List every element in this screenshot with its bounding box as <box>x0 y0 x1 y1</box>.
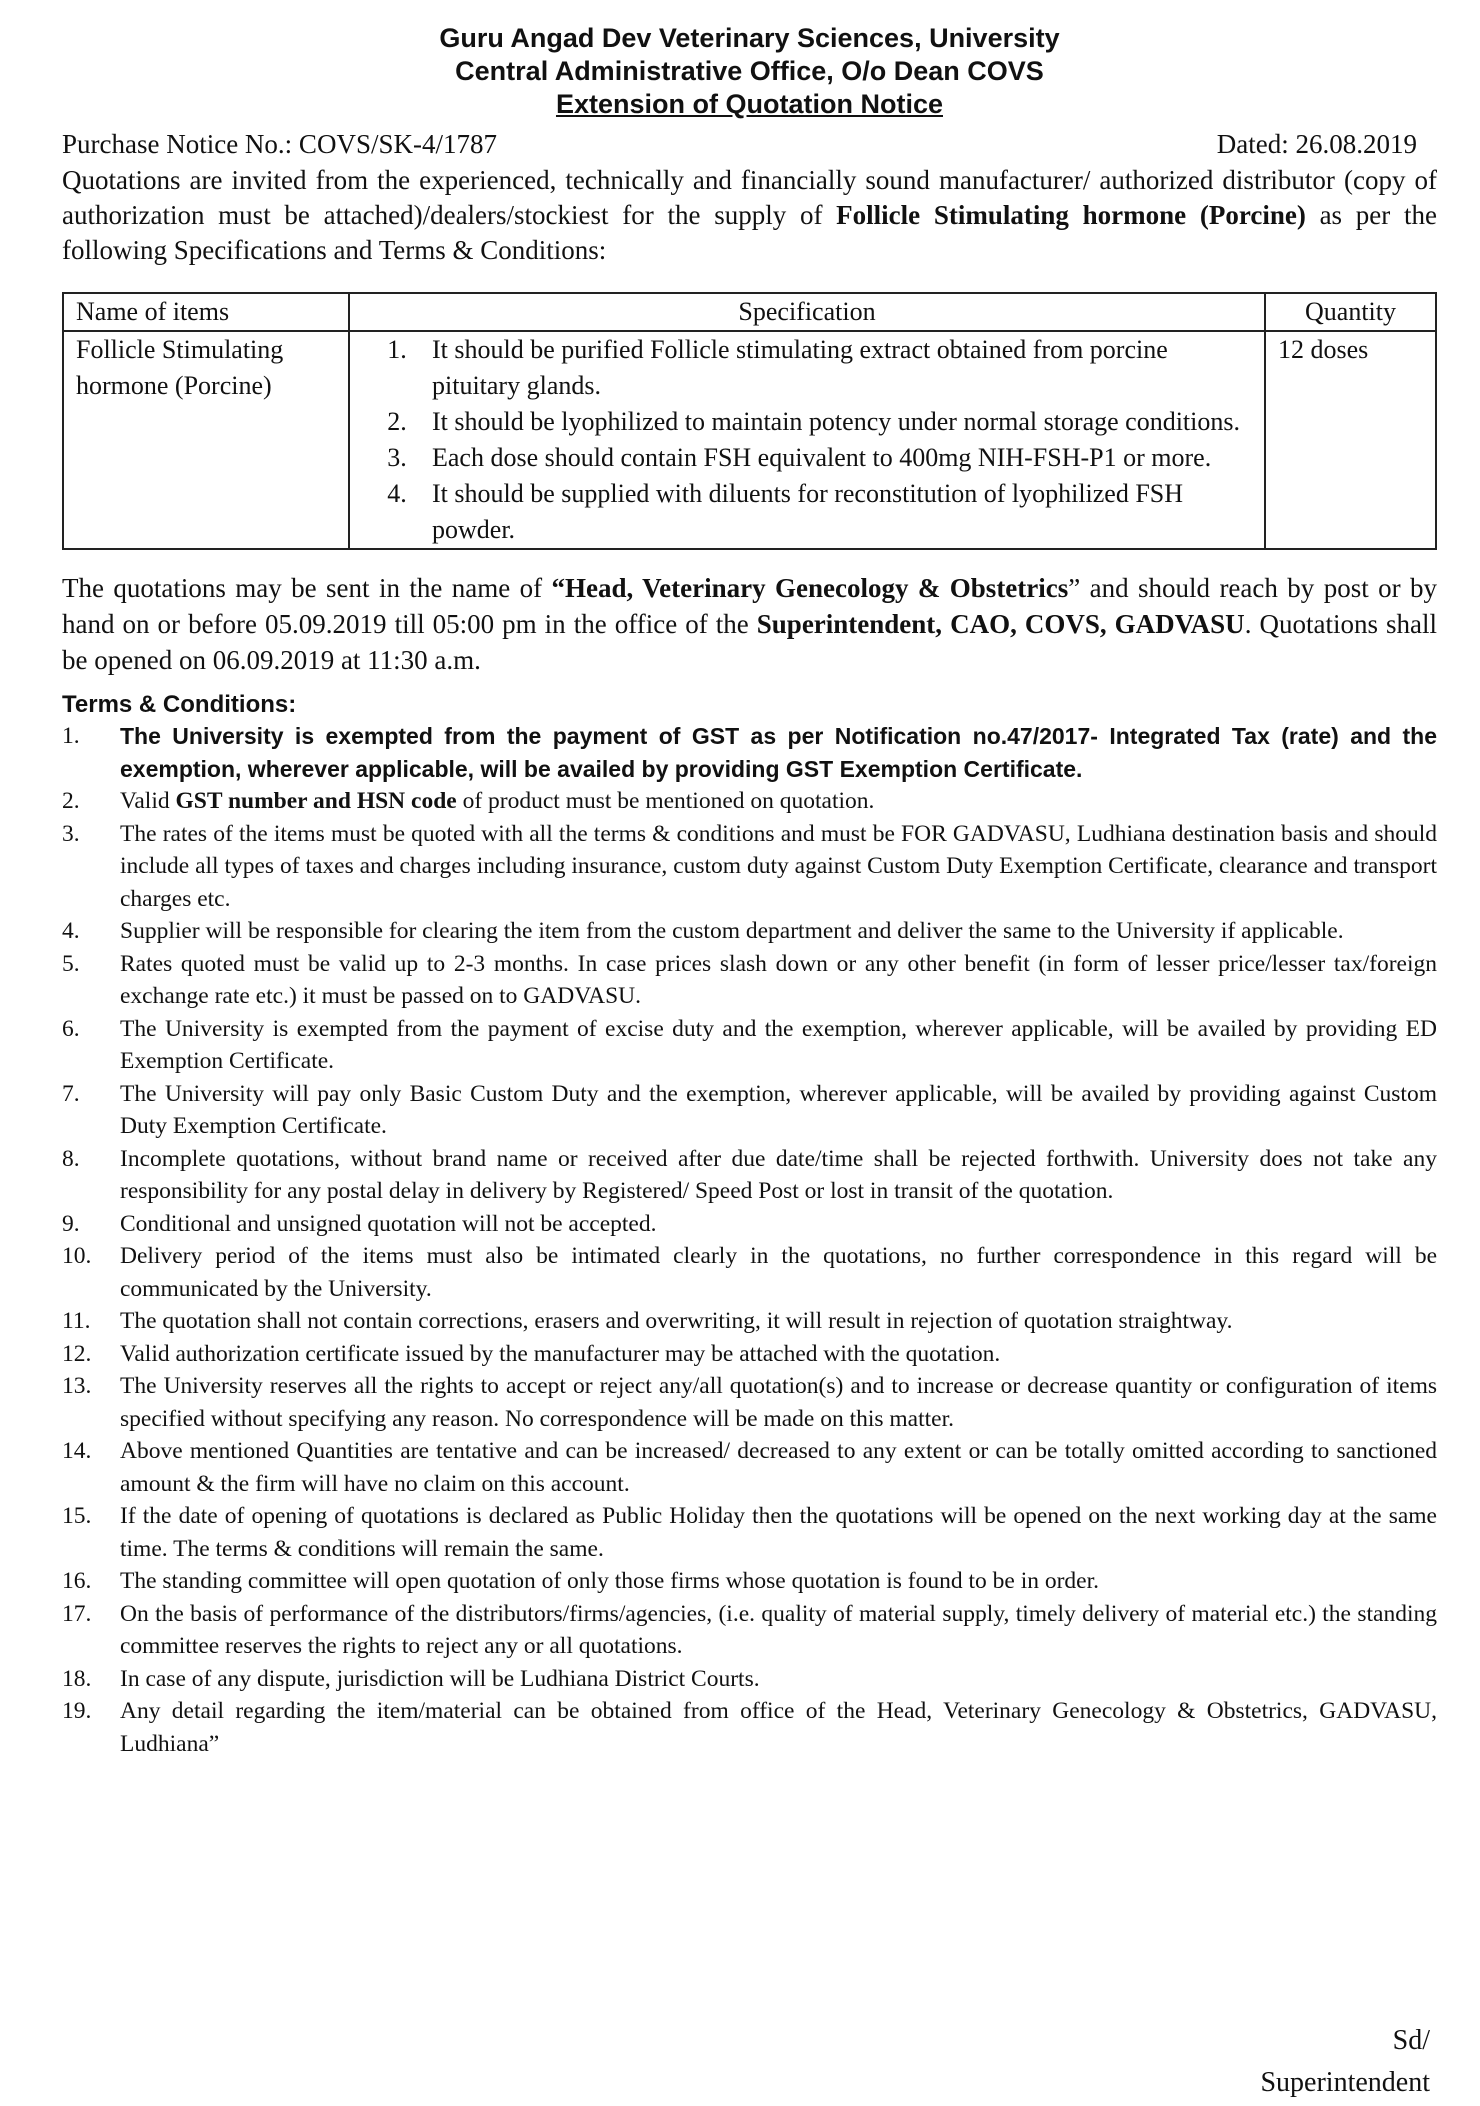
term-number: 7. <box>62 1080 80 1107</box>
term-item <box>62 1370 1437 1435</box>
items-table <box>62 292 1437 550</box>
spec-item <box>362 476 1252 548</box>
terms-heading: Terms & Conditions: <box>62 691 297 718</box>
term-item <box>62 785 1437 818</box>
spec-number: 1. <box>387 335 407 364</box>
term-text: Incomplete quotations, without brand name or received after due date/time shall be rejected forthwith. University does not take any responsibility for any postal delay in delivery by Registered/ Speed Post or lost in transit of the quotation. <box>120 1145 1437 1204</box>
term-number: 13. <box>62 1373 92 1399</box>
reference-line <box>62 127 1437 161</box>
notice-date: Dated: 26.08.2019 <box>1216 129 1417 159</box>
specification-list <box>362 332 1252 548</box>
term-item <box>62 1598 1437 1663</box>
term-text: The University reserves all the rights to accept or reject any/all quotation(s) and to increase or decrease quantity or configuration of items specified without specifying any reason. No correspondence will be made on this matter. <box>120 1373 1437 1432</box>
letterhead <box>62 22 1437 121</box>
term-number: 2. <box>62 788 80 814</box>
spec-text: It should be purified Follicle stimulating extract obtained from porcine pituitary glands. <box>432 335 1168 400</box>
term-text: Rates quoted must be valid up to 2-3 months. In case prices slash down or any other benefit (in form of lesser price/lesser tax/foreign exchange rate etc.) it must be passed on to GADVASU. <box>120 950 1437 1009</box>
term-number: 17. <box>62 1600 92 1627</box>
term-number: 5. <box>62 950 80 977</box>
term-text: Conditional and unsigned quotation will not be accepted. <box>120 1210 657 1237</box>
term-item <box>62 1565 1437 1598</box>
submission-office: Superintendent, CAO, COVS, GADVASU <box>756 609 1245 639</box>
term-item <box>62 1240 1437 1305</box>
term-item <box>62 1078 1437 1143</box>
term-number: 8. <box>62 1145 80 1172</box>
term-text: Any detail regarding the item/material can be obtained from office of the Head, Veterinary Genecology & Obstetrics, GADVASU, Ludhiana” <box>120 1698 1437 1757</box>
term-item <box>62 1695 1437 1760</box>
signature-title: Superintendent <box>1260 2067 1430 2098</box>
term-item <box>62 1143 1437 1208</box>
header-specification: Specification <box>349 293 1265 331</box>
term-number: 19. <box>62 1698 92 1724</box>
intro-paragraph <box>62 163 1437 268</box>
term-item <box>62 1663 1437 1696</box>
signature-block <box>1260 2020 1430 2104</box>
submission-text-a: The quotations may be sent in the name of <box>62 573 552 603</box>
term-number: 4. <box>62 918 80 944</box>
submission-text-c: ” and should reach by post or by hand on or before 05.09.2019 till 05:00 pm in the office of the <box>62 573 1437 639</box>
term-item <box>62 720 1437 785</box>
term-text-c: of product must be mentioned on quotation. <box>456 788 875 814</box>
notice-page <box>62 22 1437 1760</box>
term-item <box>62 915 1437 948</box>
purchase-notice-number: Purchase Notice No.: COVS/SK-4/1787 <box>62 129 497 159</box>
spec-text: It should be lyophilized to maintain potency under normal storage conditions. <box>432 407 1240 436</box>
header-quantity: Quantity <box>1265 293 1436 331</box>
term-number: 10. <box>62 1243 92 1269</box>
term-text-a: Valid <box>120 788 176 814</box>
specification-cell <box>349 331 1265 549</box>
spec-text: It should be supplied with diluents for reconstitution of lyophilized FSH powder. <box>432 479 1184 544</box>
term-text: The quotation shall not contain corrections, erasers and overwriting, it will result in rejection of quotation straightway. <box>120 1308 1233 1334</box>
intro-item-name: Follicle Stimulating hormone (Porcine) <box>836 200 1306 230</box>
item-name-cell: Follicle Stimulating hormone (Porcine) <box>63 331 349 549</box>
term-number: 3. <box>62 820 80 847</box>
terms-list <box>62 720 1437 1760</box>
term-text: In case of any dispute, jurisdiction will be Ludhiana District Courts. <box>120 1665 760 1692</box>
term-item <box>62 1338 1437 1371</box>
term-item <box>62 1435 1437 1500</box>
spec-text: Each dose should contain FSH equivalent to 400mg NIH-FSH-P1 or more. <box>432 443 1212 472</box>
term-text: On the basis of performance of the distributors/firms/agencies, (i.e. quality of material supply, timely delivery of material etc.) the standing committee reserves the rights to reject any or all quotations. <box>120 1600 1437 1659</box>
submission-text-e: . Quotations shall be opened on 06.09.2019 at 11:30 a.m. <box>62 609 1437 675</box>
term-text: The standing committee will open quotation of only those firms whose quotation is found to be in order. <box>120 1568 1100 1594</box>
header-name-of-items: Name of items <box>63 293 349 331</box>
notice-title: Extension of Quotation Notice <box>555 89 943 119</box>
spec-number: 4. <box>387 479 407 508</box>
term-text: The rates of the items must be quoted with all the terms & conditions and must be FOR GADVASU, Ludhiana destination basis and should include all types of taxes and charges including insurance, custom duty against Custom Duty Exemption Certificate, clearance and transport charges etc. <box>120 820 1437 912</box>
term-number: 18. <box>62 1665 92 1692</box>
term-number: 15. <box>62 1503 92 1529</box>
term-text: Supplier will be responsible for clearing the item from the custom department and deliver the same to the University if applicable. <box>120 918 1344 944</box>
spec-item <box>362 440 1252 476</box>
spec-number: 3. <box>387 443 407 472</box>
term-number: 16. <box>62 1568 92 1594</box>
spec-number: 2. <box>387 407 407 436</box>
term-text: Above mentioned Quantities are tentative and can be increased/ decreased to any extent or can be totally omitted according to sanctioned amount & the firm will have no claim on this account. <box>120 1438 1437 1497</box>
term-text-bold: GST number and HSN code <box>175 788 457 814</box>
table-row <box>63 331 1436 549</box>
term-number: 1. <box>62 723 80 749</box>
term-item <box>62 818 1437 916</box>
term-text: The University will pay only Basic Custom Duty and the exemption, wherever applicable, will be availed by providing against Custom Duty Exemption Certificate. <box>120 1080 1437 1139</box>
term-number: 12. <box>62 1340 92 1367</box>
term-item <box>62 1208 1437 1241</box>
quantity-cell: 12 doses <box>1265 331 1436 549</box>
term-text: The University is exempted from the payment of GST as per Notification no.47/2017- Integrated Tax (rate) and the exemption, wherever applicable, will be availed by providing GST Exemption Certificate. <box>120 723 1437 782</box>
term-text: The University is exempted from the payment of excise duty and the exemption, wherever applicable, will be availed by providing ED Exemption Certificate. <box>120 1015 1437 1074</box>
term-item <box>62 1500 1437 1565</box>
table-header-row <box>63 293 1436 331</box>
spec-item <box>362 404 1252 440</box>
term-text: Delivery period of the items must also be intimated clearly in the quotations, no further correspondence in this regard will be communicated by the University. <box>120 1243 1437 1302</box>
term-text: Valid authorization certificate issued by the manufacturer may be attached with the quotation. <box>120 1340 1001 1367</box>
term-item <box>62 948 1437 1013</box>
term-item <box>62 1013 1437 1078</box>
term-text <box>120 785 1437 818</box>
intro-text-end: as per the following Specifications and Terms & Conditions: <box>62 200 1437 265</box>
university-name: Guru Angad Dev Veterinary Sciences, University <box>439 23 1060 53</box>
addressee-name: “Head, Veterinary Genecology & Obstetrics <box>551 573 1069 603</box>
signature-sd: Sd/ <box>1392 2025 1430 2056</box>
term-text: If the date of opening of quotations is declared as Public Holiday then the quotations will be opened on the next working day at the same time. The terms & conditions will remain the same. <box>120 1503 1437 1562</box>
intro-text: Quotations are invited from the experienced, technically and financially sound manufacturer/ authorized distributor (copy of authorization must be attached)/dealers/stockiest for the supply of <box>62 165 1437 230</box>
office-name: Central Administrative Office, O/o Dean COVS <box>455 56 1044 86</box>
spec-item <box>362 332 1252 404</box>
term-number: 6. <box>62 1015 80 1042</box>
submission-paragraph <box>62 570 1437 678</box>
term-item <box>62 1305 1437 1338</box>
term-number: 11. <box>62 1308 91 1334</box>
term-number: 9. <box>62 1210 80 1237</box>
term-number: 14. <box>62 1438 92 1464</box>
